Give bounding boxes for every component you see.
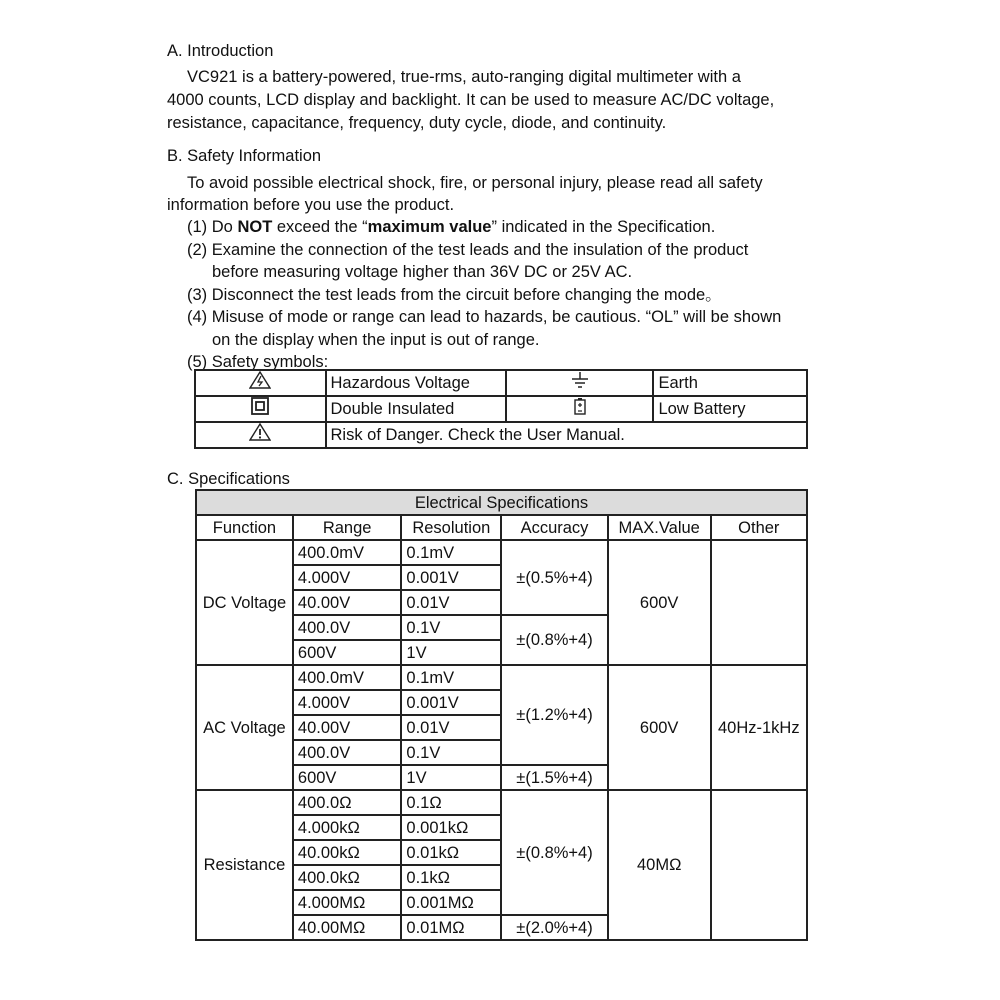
- range-cell: 400.0V: [293, 740, 402, 765]
- table-caption-row: [196, 490, 807, 515]
- safety-item-4-line-2: on the display when the input is out of range.: [212, 331, 540, 349]
- function-resistance: Resistance: [196, 790, 293, 940]
- range-cell: 400.0Ω: [293, 790, 402, 815]
- resolution-cell: 1V: [401, 640, 501, 665]
- function-dc-voltage: DC Voltage: [196, 540, 293, 665]
- safety-item-4-line-1: (4) Misuse of mode or range can lead to hazards, be cautious. “OL” will be shown: [187, 308, 782, 326]
- column-header-max-value: MAX.Value: [608, 515, 711, 540]
- other-cell: 40Hz-1kHz: [711, 665, 807, 790]
- range-cell: 4.000V: [293, 565, 402, 590]
- resolution-cell: 0.1kΩ: [401, 865, 501, 890]
- table-row: [195, 422, 807, 448]
- safety-intro-line-1: To avoid possible electrical shock, fire, or personal injury, please read all safety: [187, 174, 763, 192]
- table-row: [196, 790, 807, 815]
- safety-symbols-table: [194, 369, 808, 449]
- intro-line-2: 4000 counts, LCD display and backlight. It can be used to measure AC/DC voltage,: [167, 91, 775, 109]
- table-row: [196, 540, 807, 565]
- accuracy-cell: ±(0.8%+4): [501, 790, 608, 915]
- intro-line-1: VC921 is a battery-powered, true-rms, auto-ranging digital multimeter with a: [187, 68, 741, 86]
- earth-icon: [506, 370, 653, 396]
- table-row: [196, 665, 807, 690]
- hazardous-voltage-icon: [195, 370, 326, 396]
- range-cell: 400.0V: [293, 615, 402, 640]
- safety-item-1-maximum-value: maximum value: [367, 218, 492, 236]
- resolution-cell: 0.01V: [401, 590, 501, 615]
- safety-item-1-suffix: ” indicated in the Specification.: [491, 218, 716, 236]
- accuracy-cell: ±(0.8%+4): [501, 615, 608, 665]
- safety-item-1-mid: exceed the “: [272, 218, 368, 236]
- accuracy-cell: ±(2.0%+4): [501, 915, 608, 940]
- range-cell: 600V: [293, 765, 402, 790]
- symbol-label-low-battery: Low Battery: [653, 396, 807, 422]
- resolution-cell: 0.1mV: [401, 540, 501, 565]
- symbol-label-earth: Earth: [653, 370, 807, 396]
- accuracy-cell: ±(0.5%+4): [501, 540, 608, 615]
- range-cell: 400.0mV: [293, 665, 402, 690]
- max-value-cell: 600V: [608, 665, 711, 790]
- double-insulated-icon-svg: [251, 397, 269, 415]
- column-header-resolution: Resolution: [401, 515, 501, 540]
- section-introduction-heading: A. Introduction: [167, 42, 274, 60]
- table-title: Electrical Specifications: [196, 490, 807, 515]
- range-cell: 400.0kΩ: [293, 865, 402, 890]
- range-cell: 40.00kΩ: [293, 840, 402, 865]
- safety-item-1: [187, 216, 715, 238]
- symbol-label-double-insulated: Double Insulated: [326, 396, 507, 422]
- other-cell: [711, 790, 807, 940]
- intro-line-3: resistance, capacitance, frequency, duty cycle, diode, and continuity.: [167, 114, 667, 132]
- column-header-range: Range: [293, 515, 402, 540]
- resolution-cell: 0.1Ω: [401, 790, 501, 815]
- safety-item-1-not: NOT: [237, 218, 273, 236]
- low-battery-icon: [506, 396, 653, 422]
- range-cell: 400.0mV: [293, 540, 402, 565]
- symbol-label-hazardous-voltage: Hazardous Voltage: [326, 370, 507, 396]
- warning-icon: [195, 422, 326, 448]
- low-battery-icon-svg: [573, 397, 587, 415]
- range-cell: 40.00MΩ: [293, 915, 402, 940]
- accuracy-cell: ±(1.2%+4): [501, 665, 608, 765]
- function-ac-voltage: AC Voltage: [196, 665, 293, 790]
- resolution-cell: 0.1V: [401, 615, 501, 640]
- safety-item-2-line-2: before measuring voltage higher than 36V DC or 25V AC.: [212, 263, 633, 281]
- max-value-cell: 40MΩ: [608, 790, 711, 940]
- table-row: [195, 396, 807, 422]
- table-header-row: [196, 515, 807, 540]
- safety-intro-line-2: information before you use the product.: [167, 196, 455, 214]
- range-cell: 40.00V: [293, 590, 402, 615]
- section-specifications-heading: C. Specifications: [167, 470, 290, 488]
- column-header-other: Other: [711, 515, 807, 540]
- section-safety-heading: B. Safety Information: [167, 147, 322, 165]
- double-insulated-icon: [195, 396, 326, 422]
- column-header-function: Function: [196, 515, 293, 540]
- symbol-label-risk-of-danger: Risk of Danger. Check the User Manual.: [326, 422, 808, 448]
- range-cell: 4.000V: [293, 690, 402, 715]
- resolution-cell: 1V: [401, 765, 501, 790]
- column-header-accuracy: Accuracy: [501, 515, 608, 540]
- earth-icon-svg: [570, 371, 590, 389]
- resolution-cell: 0.001kΩ: [401, 815, 501, 840]
- resolution-cell: 0.001V: [401, 565, 501, 590]
- max-value-cell: 600V: [608, 540, 711, 665]
- warning-icon-svg: [249, 423, 271, 441]
- range-cell: 4.000kΩ: [293, 815, 402, 840]
- resolution-cell: 0.001MΩ: [401, 890, 501, 915]
- range-cell: 600V: [293, 640, 402, 665]
- electrical-specifications-table: [195, 489, 808, 941]
- resolution-cell: 0.01MΩ: [401, 915, 501, 940]
- resolution-cell: 0.01kΩ: [401, 840, 501, 865]
- safety-item-1-prefix: (1) Do: [187, 218, 238, 236]
- resolution-cell: 0.001V: [401, 690, 501, 715]
- hazardous-voltage-icon-svg: [249, 371, 271, 389]
- safety-item-3: (3) Disconnect the test leads from the circuit before changing the mode。: [187, 286, 722, 304]
- range-cell: 4.000MΩ: [293, 890, 402, 915]
- table-row: [195, 370, 807, 396]
- safety-item-2-line-1: (2) Examine the connection of the test leads and the insulation of the product: [187, 241, 749, 259]
- safety-item-5: (5) Safety symbols:: [187, 353, 329, 371]
- resolution-cell: 0.1V: [401, 740, 501, 765]
- resolution-cell: 0.01V: [401, 715, 501, 740]
- accuracy-cell: ±(1.5%+4): [501, 765, 608, 790]
- other-cell: [711, 540, 807, 665]
- range-cell: 40.00V: [293, 715, 402, 740]
- resolution-cell: 0.1mV: [401, 665, 501, 690]
